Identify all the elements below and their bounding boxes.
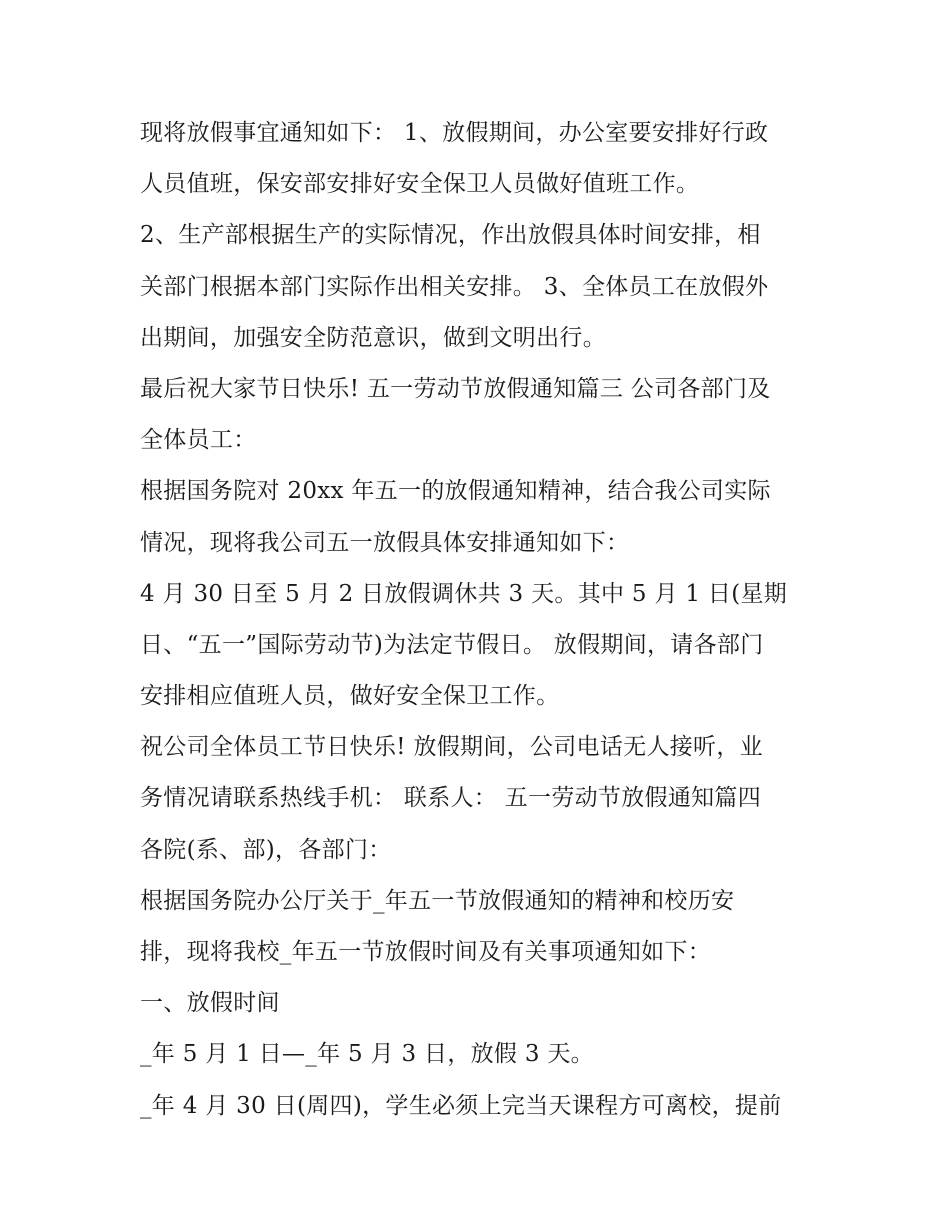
text-line: 各院(系、部)，各部门：	[140, 836, 392, 863]
text-line: 4 月 30 日至 5 月 2 日放假调休共 3 天。其中 5 月 1 日(星期	[140, 580, 788, 607]
text-line: _年 5 月 1 日—_年 5 月 3 日，放假 3 天。	[140, 1041, 594, 1068]
text-line: 现将放假事宜通知如下： 1、放假期间，办公室要安排好行政	[140, 120, 769, 146]
text-line: 祝公司全体员工节日快乐! 放假期间，公司电话无人接听，业	[140, 734, 763, 761]
text-line: 安排相应值班人员，做好安全保卫工作。	[140, 683, 560, 710]
text-line: 关部门根据本部门实际作出相关安排。 3、全体员工在放假外	[140, 273, 769, 300]
text-line: 最后祝大家节日快乐! 五一劳动节放假通知篇三 公司各部门及	[140, 375, 771, 402]
text-line: 根据国务院办公厅关于_年五一节放假通知的精神和校历安	[140, 887, 735, 914]
text-line: 情况，现将我公司五一放假具体安排通知如下：	[140, 529, 630, 556]
text-line: 日、“五一”国际劳动节)为法定节假日。 放假期间，请各部门	[140, 631, 764, 658]
text-line: _年 4 月 30 日(周四)，学生必须上完当天课程方可离校，提前	[140, 1092, 782, 1119]
text-line: 全体员工：	[140, 427, 257, 454]
text-line: 务情况请联系热线手机： 联系人： 五一劳动节放假通知篇四	[140, 785, 762, 812]
text-line: 根据国务院对 20xx 年五一的放假通知精神，结合我公司实际	[140, 478, 771, 505]
text-line: 出期间，加强安全防范意识，做到文明出行。	[140, 324, 606, 351]
text-line: 一、放假时间	[140, 990, 280, 1017]
document-body	[140, 108, 820, 1132]
text-line: 排，现将我校_年五一节放假时间及有关事项通知如下：	[140, 939, 711, 965]
text-line: 人员值班，保安部安排好安全保卫人员做好值班工作。	[140, 171, 700, 198]
text-line: 2、生产部根据生产的实际情况，作出放假具体时间安排，相	[140, 222, 761, 249]
